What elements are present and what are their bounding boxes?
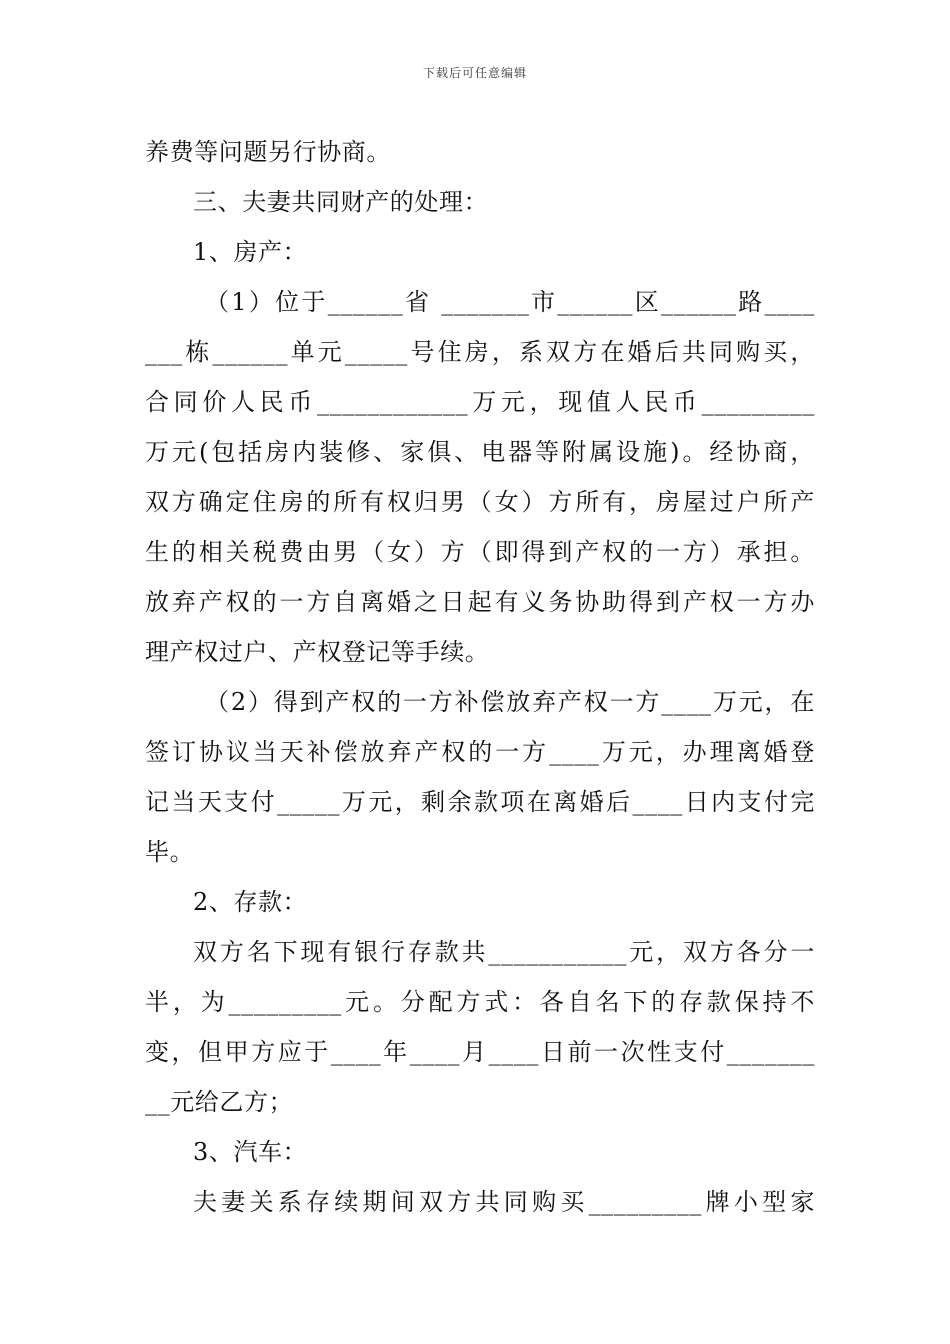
text-line: 理产权过户、产权登记等手续。: [145, 638, 490, 666]
text-line: 放弃产权的一方自离婚之日起有义务协助得到产权一方办: [145, 588, 815, 616]
text-line: 毕。: [145, 838, 195, 866]
text-line: 双方确定住房的所有权归男（女）方所有，房屋过户所产: [145, 488, 815, 516]
text-line: 双方名下现有银行存款共___________元，双方各分一: [193, 938, 815, 966]
text-line: 半，为_________元。分配方式：各自名下的存款保持不: [145, 988, 815, 1016]
text-line: （2）得到产权的一方补偿放弃产权一方____万元，在: [205, 688, 815, 716]
subsection-heading: 3、汽车：: [193, 1138, 308, 1166]
text-line: 万元(包括房内装修、家俱、电器等附属设施)。经协商，: [145, 438, 815, 466]
subsection-heading: 2、存款：: [193, 888, 308, 916]
text-line: 生的相关税费由男（女）方（即得到产权的一方）承担。: [145, 538, 815, 566]
text-line: 记当天支付_____万元，剩余款项在离婚后____日内支付完: [145, 788, 815, 816]
text-line: 夫妻关系存续期间双方共同购买_________牌小型家: [193, 1188, 815, 1216]
subsection-heading: 1、房产：: [193, 238, 308, 266]
text-line: __元给乙方；: [145, 1088, 294, 1116]
text-line: 签订协议当天补偿放弃产权的一方____万元，办理离婚登: [145, 738, 815, 766]
section-heading: 三、夫妻共同财产的处理：: [193, 188, 489, 216]
text-line: （1）位于______省 _______市______区______路____: [205, 288, 815, 316]
header-note: 下载后可任意编辑: [422, 66, 527, 80]
text-line: ___栋______单元_____号住房，系双方在婚后共同购买，: [145, 338, 815, 366]
text-line: 养费等问题另行协商。: [145, 138, 391, 166]
text-line: 变，但甲方应于____年____月____日前一次性支付_______: [145, 1038, 815, 1066]
text-line: 合同价人民币____________万元，现值人民币_________: [145, 388, 815, 416]
